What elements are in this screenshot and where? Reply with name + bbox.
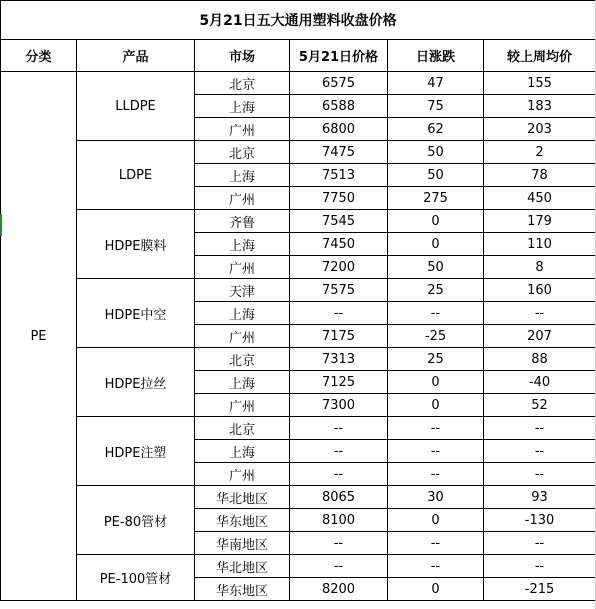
weekly-change-cell[interactable]: 179 (484, 210, 596, 233)
price-cell[interactable]: -- (290, 555, 388, 578)
market-cell[interactable]: 广州 (195, 325, 290, 348)
price-cell[interactable]: -- (290, 463, 388, 486)
market-cell[interactable]: 上海 (195, 371, 290, 394)
header-category[interactable]: 分类 (1, 40, 77, 72)
market-cell[interactable]: 广州 (195, 463, 290, 486)
market-cell[interactable]: 广州 (195, 118, 290, 141)
market-cell[interactable]: 上海 (195, 233, 290, 256)
price-cell[interactable]: 7313 (290, 348, 388, 371)
weekly-change-cell[interactable]: 183 (484, 95, 596, 118)
title-row (1, 1, 596, 40)
product-cell[interactable]: HDPE拉丝 (77, 348, 195, 417)
weekly-change-cell[interactable]: -- (484, 463, 596, 486)
price-cell[interactable]: -- (290, 440, 388, 463)
table-row (1, 348, 596, 371)
market-cell[interactable]: 上海 (195, 440, 290, 463)
product-cell[interactable]: HDPE注塑 (77, 417, 195, 486)
header-row (1, 40, 596, 72)
price-cell[interactable]: 6800 (290, 118, 388, 141)
daily-change-cell[interactable]: -- (388, 463, 484, 486)
table-row (1, 555, 596, 578)
weekly-change-cell[interactable]: 88 (484, 348, 596, 371)
price-cell[interactable]: 7750 (290, 187, 388, 210)
price-cell[interactable]: 7300 (290, 394, 388, 417)
header-daily-change[interactable]: 日涨跌 (388, 40, 484, 72)
price-cell[interactable]: 6588 (290, 95, 388, 118)
price-cell[interactable]: 8200 (290, 578, 388, 601)
market-cell[interactable]: 天津 (195, 279, 290, 302)
weekly-change-cell[interactable]: 2 (484, 141, 596, 164)
product-cell[interactable]: PE-80管材 (77, 486, 195, 555)
market-cell[interactable]: 广州 (195, 256, 290, 279)
daily-change-cell[interactable]: 25 (388, 279, 484, 302)
market-cell[interactable]: 北京 (195, 348, 290, 371)
table-title[interactable]: 5月21日五大通用塑料收盘价格 (1, 1, 596, 40)
price-cell[interactable]: 7200 (290, 256, 388, 279)
market-cell[interactable]: 北京 (195, 72, 290, 95)
weekly-change-cell[interactable]: -- (484, 555, 596, 578)
header-price[interactable]: 5月21日价格 (290, 40, 388, 72)
product-cell[interactable]: LDPE (77, 141, 195, 210)
weekly-change-cell[interactable]: 155 (484, 72, 596, 95)
weekly-change-cell[interactable]: 93 (484, 486, 596, 509)
market-cell[interactable]: 广州 (195, 394, 290, 417)
market-cell[interactable]: 上海 (195, 302, 290, 325)
market-cell[interactable]: 北京 (195, 417, 290, 440)
product-cell[interactable]: PE-100管材 (77, 555, 195, 601)
price-cell[interactable]: 7450 (290, 233, 388, 256)
price-cell[interactable]: -- (290, 417, 388, 440)
market-cell[interactable]: 华北地区 (195, 486, 290, 509)
price-cell[interactable]: 7545 (290, 210, 388, 233)
weekly-change-cell[interactable]: 52 (484, 394, 596, 417)
daily-change-cell[interactable]: 50 (388, 256, 484, 279)
market-cell[interactable]: 华东地区 (195, 578, 290, 601)
weekly-change-cell[interactable]: -- (484, 532, 596, 555)
daily-change-cell[interactable]: 0 (388, 394, 484, 417)
product-cell[interactable]: HDPE中空 (77, 279, 195, 348)
price-cell[interactable]: 7175 (290, 325, 388, 348)
market-cell[interactable]: 广州 (195, 187, 290, 210)
table-row (1, 141, 596, 164)
weekly-change-cell[interactable]: 78 (484, 164, 596, 187)
daily-change-cell[interactable]: 0 (388, 233, 484, 256)
weekly-change-cell[interactable]: 160 (484, 279, 596, 302)
product-cell[interactable]: LLDPE (77, 72, 195, 141)
price-cell[interactable]: -- (290, 532, 388, 555)
market-cell[interactable]: 北京 (195, 141, 290, 164)
market-cell[interactable]: 华北地区 (195, 555, 290, 578)
table-row (1, 486, 596, 509)
price-cell[interactable]: 7125 (290, 371, 388, 394)
daily-change-cell[interactable]: 47 (388, 72, 484, 95)
daily-change-cell[interactable]: 50 (388, 164, 484, 187)
weekly-change-cell[interactable]: 207 (484, 325, 596, 348)
daily-change-cell[interactable]: -- (388, 440, 484, 463)
daily-change-cell[interactable]: -- (388, 555, 484, 578)
weekly-change-cell[interactable]: -- (484, 302, 596, 325)
market-cell[interactable]: 上海 (195, 95, 290, 118)
daily-change-cell[interactable]: 0 (388, 371, 484, 394)
market-cell[interactable]: 上海 (195, 164, 290, 187)
table-row (1, 210, 596, 233)
weekly-change-cell[interactable]: -130 (484, 509, 596, 532)
market-cell[interactable]: 华东地区 (195, 509, 290, 532)
daily-change-cell[interactable]: 30 (388, 486, 484, 509)
daily-change-cell[interactable]: 0 (388, 509, 484, 532)
product-cell[interactable]: HDPE膜料 (77, 210, 195, 279)
daily-change-cell[interactable]: 25 (388, 348, 484, 371)
daily-change-cell[interactable]: 0 (388, 578, 484, 601)
price-cell[interactable]: 7475 (290, 141, 388, 164)
market-cell[interactable]: 华南地区 (195, 532, 290, 555)
price-cell[interactable]: 7575 (290, 279, 388, 302)
price-cell[interactable]: 7513 (290, 164, 388, 187)
daily-change-cell[interactable]: 62 (388, 118, 484, 141)
price-table-body (1, 1, 596, 601)
daily-change-cell[interactable]: -25 (388, 325, 484, 348)
header-market[interactable]: 市场 (195, 40, 290, 72)
price-cell[interactable]: 8100 (290, 509, 388, 532)
category-cell[interactable]: PE (1, 72, 77, 601)
weekly-change-cell[interactable]: -- (484, 440, 596, 463)
market-cell[interactable]: 齐鲁 (195, 210, 290, 233)
daily-change-cell[interactable]: 0 (388, 210, 484, 233)
weekly-change-cell[interactable]: 8 (484, 256, 596, 279)
weekly-change-cell[interactable]: 110 (484, 233, 596, 256)
weekly-change-cell[interactable]: 203 (484, 118, 596, 141)
daily-change-cell[interactable]: 275 (388, 187, 484, 210)
price-cell[interactable]: 8065 (290, 486, 388, 509)
table-row (1, 72, 596, 95)
daily-change-cell[interactable]: 50 (388, 141, 484, 164)
weekly-change-cell[interactable]: -215 (484, 578, 596, 601)
weekly-change-cell[interactable]: -- (484, 417, 596, 440)
table-row (1, 279, 596, 302)
header-weekly-change[interactable]: 较上周均价 (484, 40, 596, 72)
price-cell[interactable]: -- (290, 302, 388, 325)
price-cell[interactable]: 6575 (290, 72, 388, 95)
weekly-change-cell[interactable]: -40 (484, 371, 596, 394)
table-row (1, 417, 596, 440)
daily-change-cell[interactable]: 75 (388, 95, 484, 118)
header-product[interactable]: 产品 (77, 40, 195, 72)
daily-change-cell[interactable]: -- (388, 417, 484, 440)
daily-change-cell[interactable]: -- (388, 532, 484, 555)
weekly-change-cell[interactable]: 450 (484, 187, 596, 210)
daily-change-cell[interactable]: -- (388, 302, 484, 325)
row-selection-indicator (0, 214, 2, 236)
